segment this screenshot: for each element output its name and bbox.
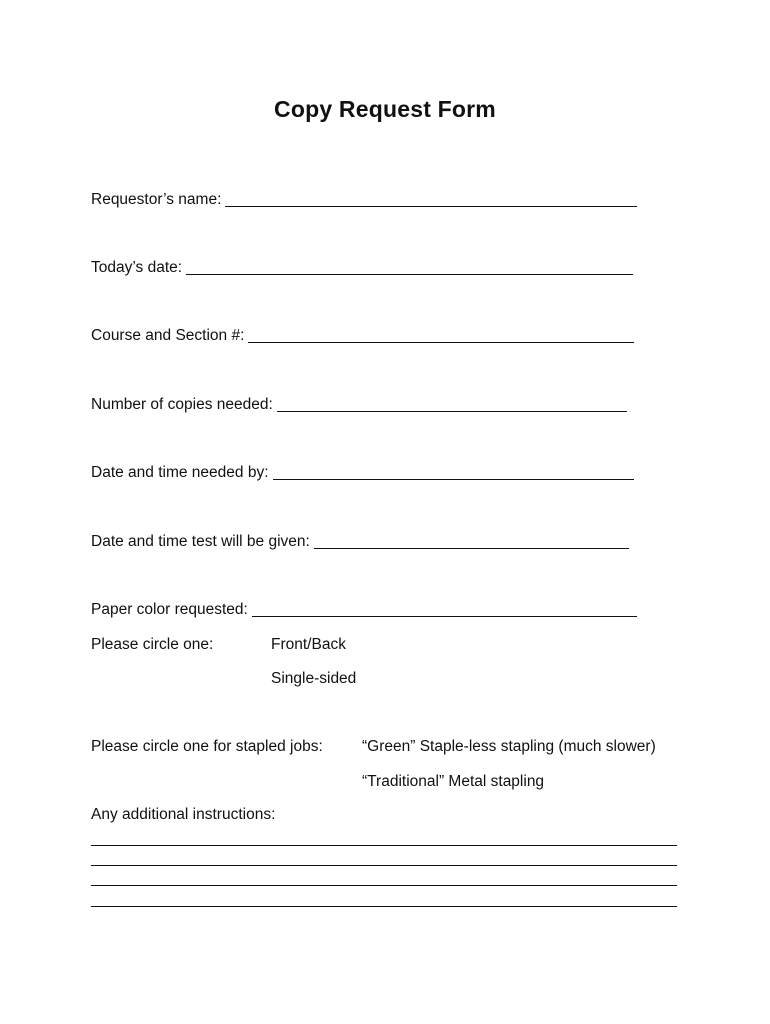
number-of-copies-blank[interactable] — [277, 411, 627, 412]
course-section-blank[interactable] — [248, 342, 634, 343]
test-date-time-label: Date and time test will be given: — [91, 533, 310, 550]
requestor-name-label: Requestor’s name: — [91, 191, 222, 208]
staple-option-green[interactable]: “Green” Staple-less stapling (much slower) — [362, 738, 656, 755]
number-of-copies-label: Number of copies needed: — [91, 396, 273, 413]
course-section-field[interactable] — [91, 326, 634, 346]
date-time-needed-label: Date and time needed by: — [91, 464, 269, 481]
requestor-name-blank[interactable] — [225, 206, 637, 207]
sides-prompt: Please circle one: — [91, 636, 214, 653]
paper-color-label: Paper color requested: — [91, 601, 248, 618]
additional-instructions-line[interactable] — [91, 865, 677, 866]
todays-date-blank[interactable] — [186, 274, 633, 275]
additional-instructions-line[interactable] — [91, 885, 677, 886]
test-date-time-field[interactable] — [91, 532, 629, 552]
form-title: Copy Request Form — [274, 96, 496, 122]
todays-date-label: Today’s date: — [91, 259, 183, 276]
additional-instructions-line[interactable] — [91, 906, 677, 907]
requestor-name-field[interactable] — [91, 190, 637, 210]
paper-color-blank[interactable] — [252, 616, 637, 617]
date-time-needed-blank[interactable] — [273, 479, 634, 480]
paper-color-field[interactable] — [91, 600, 637, 620]
additional-instructions-line[interactable] — [91, 845, 677, 846]
course-section-label: Course and Section #: — [91, 327, 245, 344]
test-date-time-blank[interactable] — [314, 548, 629, 549]
staple-prompt: Please circle one for stapled jobs: — [91, 738, 323, 755]
staple-option-traditional[interactable]: “Traditional” Metal stapling — [362, 773, 545, 790]
todays-date-field[interactable] — [91, 258, 633, 278]
sides-option-single-sided[interactable]: Single-sided — [271, 670, 357, 687]
number-of-copies-field[interactable] — [91, 395, 627, 415]
additional-instructions-label: Any additional instructions: — [91, 806, 276, 823]
sides-option-front-back[interactable]: Front/Back — [271, 636, 346, 653]
date-time-needed-field[interactable] — [91, 463, 634, 483]
